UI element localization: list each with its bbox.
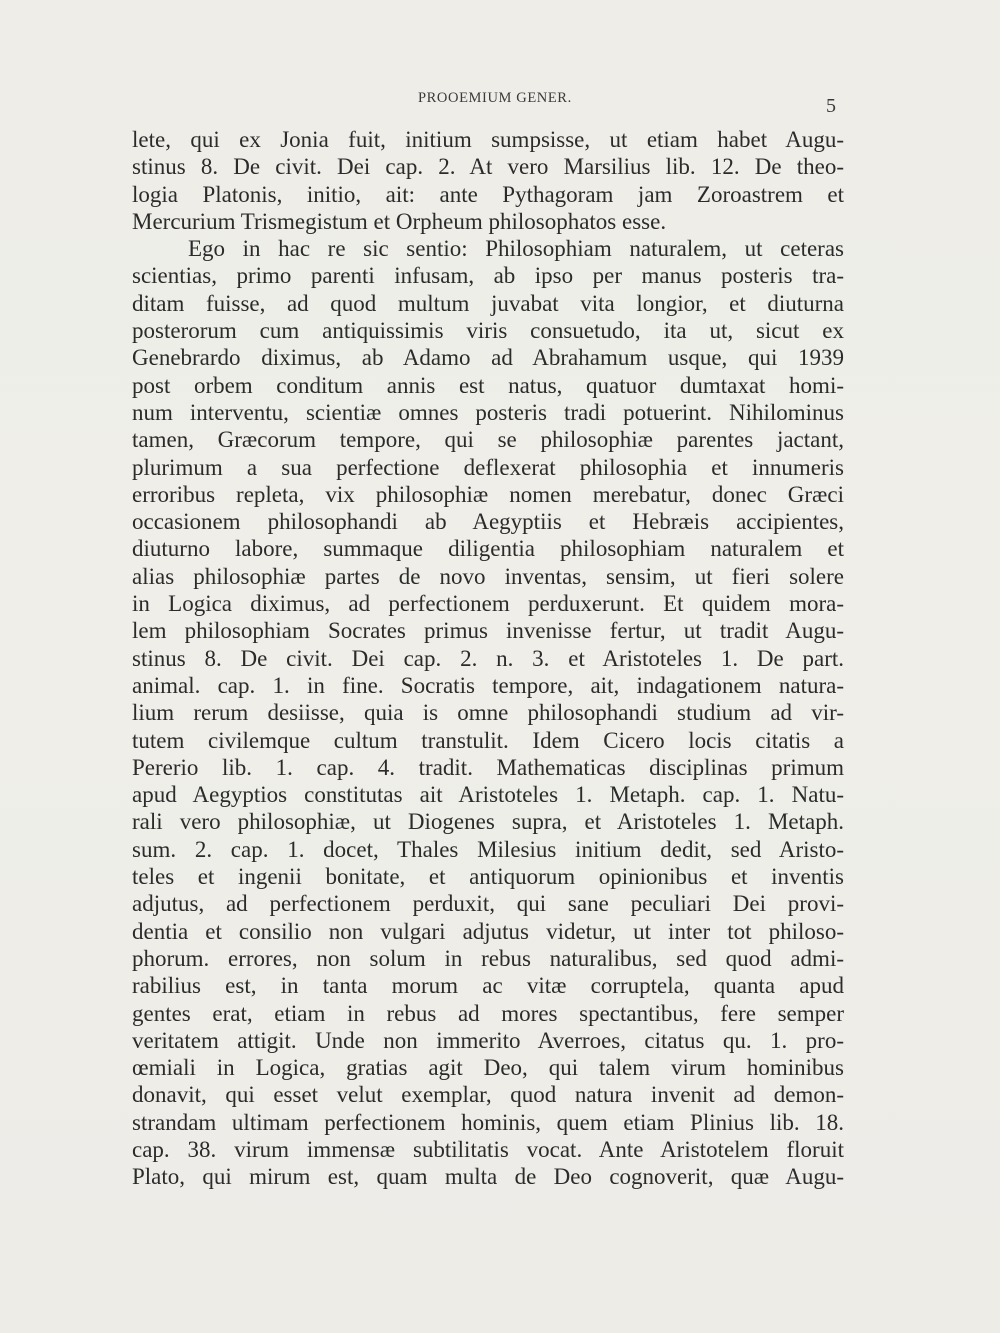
paragraph-first-line: Ego in hac re sic sentio: Philosophiam naturalem, ut ceteras	[188, 236, 844, 262]
text-line: erroribus repleta, vix philosophiæ nomen merebatur, donec Græci	[132, 481, 844, 507]
text-line: tamen, Græcorum tempore, qui se philosophiæ parentes jactant,	[132, 427, 844, 453]
text-line: logia Platonis, initio, ait: ante Pythagoram jam Zoroastrem et	[132, 181, 844, 207]
text-line: posterorum cum antiquissimis viris consuetudo, ita ut, sicut ex	[132, 318, 844, 344]
text-line: occasionem philosophandi ab Aegyptiis et Hebræis accipientes,	[132, 509, 844, 535]
text-line: stinus 8. De civit. Dei cap. 2. n. 3. et Aristoteles 1. De part.	[132, 645, 844, 671]
text-line: lem philosophiam Socrates primus invenisse fertur, ut tradit Augu-	[132, 618, 844, 644]
text-line: rali vero philosophiæ, ut Diogenes supra, et Aristoteles 1. Metaph.	[132, 809, 844, 835]
page-number: 5	[826, 95, 836, 117]
text-line: stinus 8. De civit. Dei cap. 2. At vero Marsilius lib. 12. De theo-	[132, 154, 844, 180]
body-text	[132, 126, 844, 1191]
text-line: adjutus, ad perfectionem perduxit, qui sane peculiari Dei provi-	[132, 891, 844, 917]
text-line: veritatem attigit. Unde non immerito Averroes, citatus qu. 1. pro-	[132, 1027, 844, 1053]
text-line: diuturno labore, summaque diligentia philosophiam naturalem et	[132, 536, 844, 562]
text-line: cap. 38. virum immensæ subtilitatis vocat. Ante Aristotelem floruit	[132, 1136, 844, 1162]
text-line: dentia et consilio non vulgari adjutus videtur, ut inter tot philoso-	[132, 918, 844, 944]
text-line: sum. 2. cap. 1. docet, Thales Milesius initium dedit, sed Aristo-	[132, 836, 844, 862]
text-line: tutem civilemque cultum transtulit. Idem Cicero locis citatis a	[132, 727, 844, 753]
text-line: in Logica diximus, ad perfectionem perduxerunt. Et quidem mora-	[132, 591, 844, 617]
text-line: Genebrardo diximus, ab Adamo ad Abrahamum usque, qui 1939	[132, 345, 844, 371]
text-line: Plato, qui mirum est, quam multa de Deo cognoverit, quæ Augu-	[132, 1164, 844, 1190]
text-line: œmiali in Logica, gratias agit Deo, qui talem virum hominibus	[132, 1055, 844, 1081]
text-line: animal. cap. 1. in fine. Socratis tempore, ait, indagationem natura-	[132, 672, 844, 698]
text-line: post orbem conditum annis est natus, quatuor dumtaxat homi-	[132, 372, 844, 398]
text-line: Pererio lib. 1. cap. 4. tradit. Mathematicas disciplinas primum	[132, 754, 844, 780]
text-line: alias philosophiæ partes de novo inventas, sensim, ut fieri solere	[132, 563, 844, 589]
text-line: lete, qui ex Jonia fuit, initium sumpsisse, ut etiam habet Augu-	[132, 127, 844, 152]
text-line: scientias, primo parenti infusam, ab ipso per manus posteris tra-	[132, 263, 844, 289]
text-line: plurimum a sua perfectione deflexerat philosophia et innumeris	[132, 454, 844, 480]
text-line: num interventu, scientiæ omnes posteris tradi potuerint. Nihilominus	[132, 399, 844, 425]
text-line: lium rerum desiisse, quia is omne philosophandi studium ad vir-	[132, 700, 844, 726]
text-line: rabilius est, in tanta morum ac vitæ corruptela, quanta apud	[132, 973, 844, 999]
text-line: Mercurium Trismegistum et Orpheum philosophatos esse.	[132, 208, 667, 234]
running-title: PROOEMIUM GENER.	[418, 90, 572, 106]
text-line: gentes erat, etiam in rebus ad mores spectantibus, fere semper	[132, 1000, 844, 1026]
text-line: donavit, qui esset velut exemplar, quod natura invenit ad demon-	[132, 1082, 844, 1108]
text-line: teles et ingenii bonitate, et antiquorum opinionibus et inventis	[132, 864, 844, 890]
text-line: ditam fuisse, ad quod multum juvabat vita longior, et diuturna	[132, 290, 844, 316]
text-line: phorum. errores, non solum in rebus naturalibus, sed quod admi-	[132, 945, 844, 971]
text-line: strandam ultimam perfectionem hominis, quem etiam Plinius lib. 18.	[132, 1109, 844, 1135]
text-line: apud Aegyptios constitutas ait Aristoteles 1. Metaph. cap. 1. Natu-	[132, 782, 844, 808]
